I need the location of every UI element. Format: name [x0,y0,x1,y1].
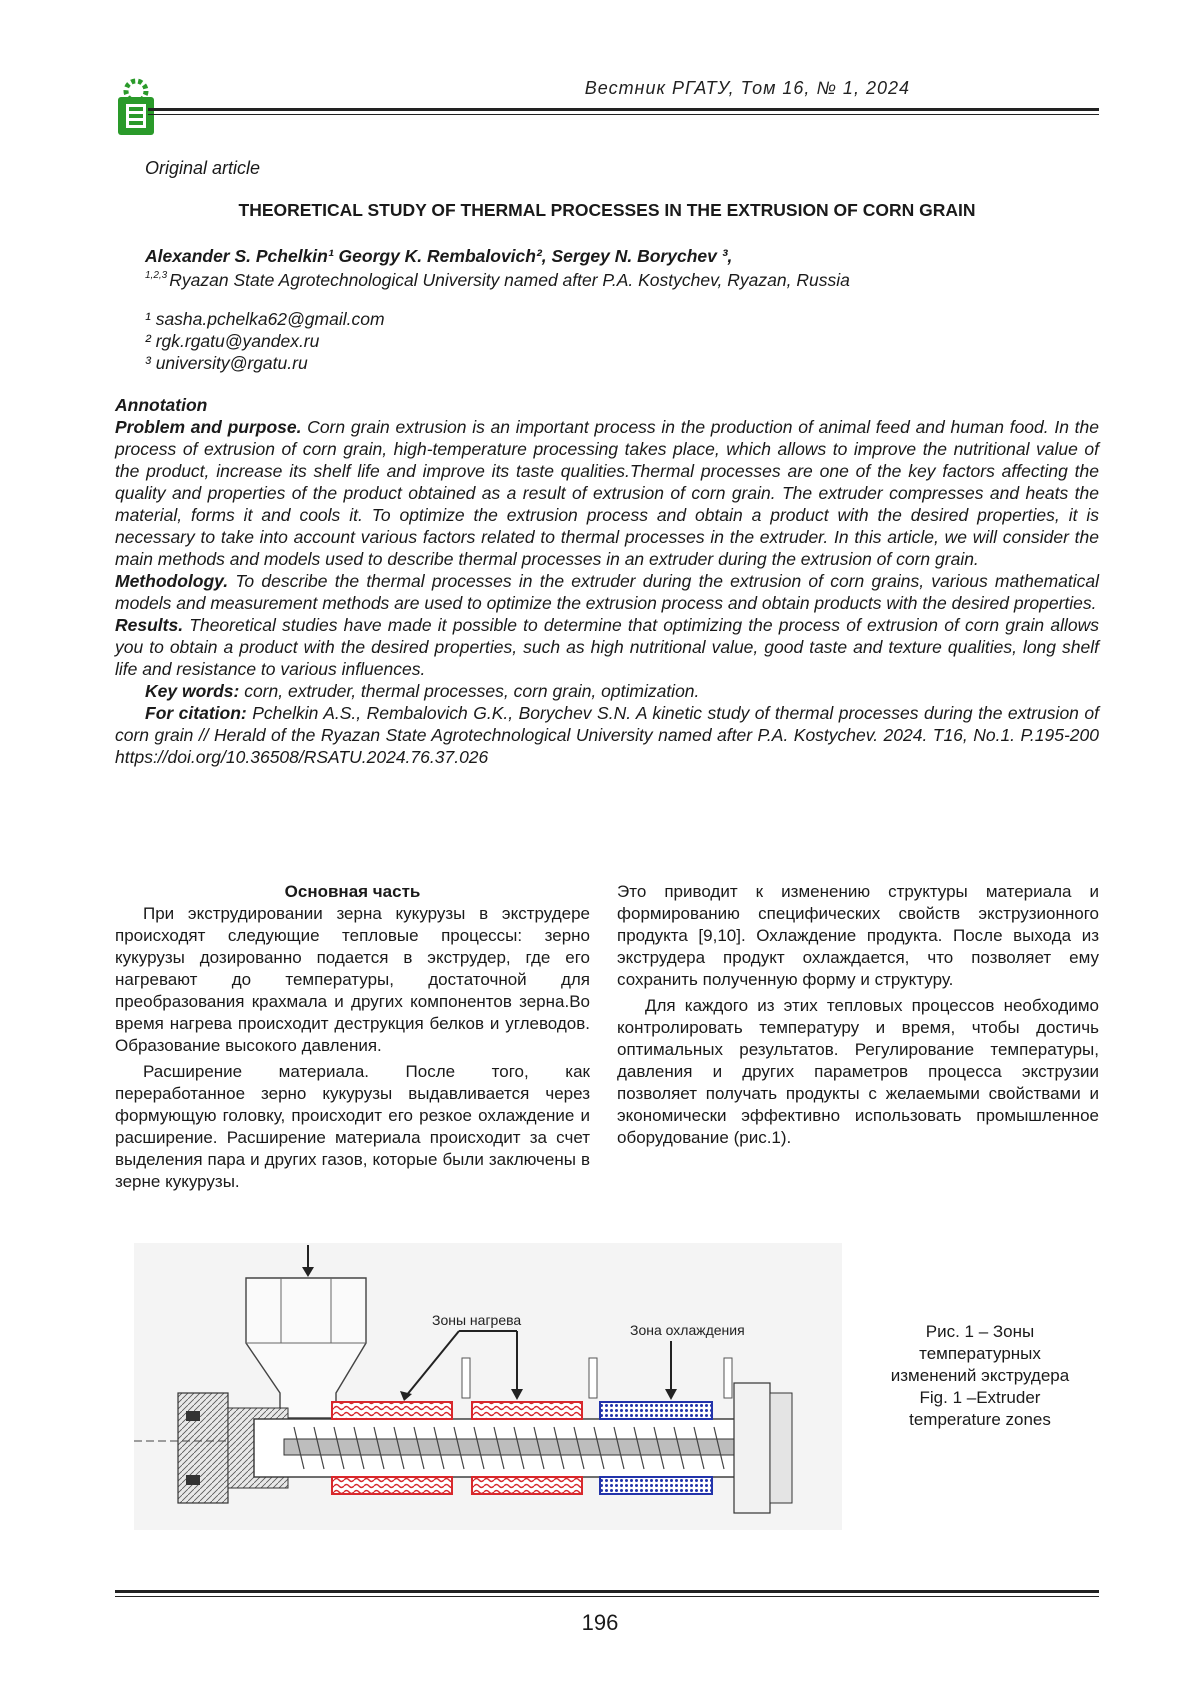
heating-zone-1-top [332,1402,452,1419]
results-label: Results. [115,615,184,635]
header-rule-thin [148,114,1099,115]
body-column-left [115,881,590,1193]
section-heading: Основная часть [284,882,421,901]
heating-zone-2-top [472,1402,582,1419]
affiliation [145,270,850,291]
email-3: ³ university@rgatu.ru [145,353,308,373]
drive-block [178,1393,228,1503]
die-head [734,1383,770,1513]
email-1: ¹ sasha.pchelka62@gmail.com [145,309,385,329]
heating-arrow-1 [406,1331,459,1396]
citation-text: Pchelkin A.S., Rembalovich G.K., Borychev S.N. A kinetic study of thermal processes during the extrusion of corn grain // Herald of the Ryazan State Agrotechnological University named after P.A. Kostychev. 2024. T16, No.1. P.195-200 https://doi.org/10.36508/RSATU.2024.76.37.026 [115,703,1099,767]
caption-en-line: temperature zones [909,1410,1051,1429]
journal-header: Вестник РГАТУ, Том 16, № 1, 2024 [584,78,910,98]
body-column-right [617,881,1099,1149]
label-heating-zones: Зоны нагрева [432,1312,522,1328]
cooling-zone-bottom [600,1477,712,1494]
results-text: Theoretical studies have made it possible to determine that optimizing the process of extrusion of corn grain allows you to obtain a product with the desired properties, such as high nutritional value, good taste and texture qualities, long shelf life and resistance to various influences. [115,615,1099,679]
caption-ru-line: изменений экструдера [890,1366,1070,1385]
article-title: THEORETICAL STUDY OF THERMAL PROCESSES IN THE EXTRUSION OF CORN GRAIN [238,200,976,220]
header-rule [148,108,1099,111]
caption-ru-line: Рис. 1 – Зоны [925,1322,1035,1341]
paragraph: Это приводит к изменению структуры материала и формированию специфических свойств экструзионного продукта [9,10]. Охлаждение продукта. После выхода из экструдера продукт охлаждается, что позволяет ему сохранить полученную форму и структуру. [617,882,1099,989]
heating-zone-1-bottom [332,1477,452,1494]
footer-rule [115,1590,1099,1593]
caption-ru-line: температурных [919,1344,1041,1363]
paragraph: Для каждого из этих тепловых процессов необходимо контролировать температуру и время, чтобы достичь оптимальных результатов. Регулирование температуры, давления и других параметров процесса экструзии позволяет получать продукты с желаемыми свойствами и экономически эффективно использовать промышленное оборудование (рис.1). [617,996,1099,1147]
citation-label: For citation: [145,703,247,723]
email-2: ² rgk.rgatu@yandex.ru [145,331,320,351]
keywords-label: Key words: [145,681,240,701]
footer-rule-thin [115,1596,1099,1597]
abstract-heading: Annotation [115,395,208,415]
figure-caption [860,1321,1100,1431]
keywords-text: corn, extruder, thermal processes, corn grain, optimization. [239,681,700,701]
abstract [115,395,1099,768]
paragraph: При экструдировании зерна кукурузы в экструдере происходят следующие тепловые процессы: зерно кукурузы дозированно подается в экструдер, где его нагревают до температуры, достаточной для преобразования крахмала и других компонентов зерна.Во время нагрева происходит деструкция белков и углеводов. Образование высокого давления. [115,904,590,1055]
page-number: 196 [581,1610,619,1635]
article-type: Original article [145,158,261,178]
affiliation-text: Ryazan State Agrotechnological University named after P.A. Kostychev, Ryazan, Russia [169,270,850,290]
caption-en-line: Fig. 1 –Extruder [919,1388,1041,1407]
heating-zone-2-bottom [472,1477,582,1494]
affiliation-sup: 1,2,3 [145,270,168,281]
hopper [246,1278,366,1418]
problem-label: Problem and purpose. [115,417,302,437]
cooling-zone-top [600,1402,712,1419]
label-cooling-zone: Зона охлаждения [630,1322,745,1338]
problem-text: Corn grain extrusion is an important process in the production of animal feed and human food. In the process of extrusion of corn grain, high-temperature processing takes place, which allows to improve the nutritional value of the product, increase its shelf life and improve its taste qualities.Thermal processes are one of the key factors affecting the quality and properties of the product obtained as a result of extrusion of corn grain. The extruder compresses and heats the material, forms it and cools it. To optimize the extrusion process and obtain a product with the desired properties, it is necessary to take into account various factors related to thermal processes in the extruder. In this article, we will consider the main methods and models used to describe thermal processes in an extruder during the extrusion of corn grain. [115,417,1099,569]
feed-arrowhead [302,1267,314,1277]
extruder-figure [134,1243,842,1530]
authors: Alexander S. Pchelkin¹ Georgy K. Rembalovich², Sergey N. Borychev ³, [145,246,733,266]
method-text: To describe the thermal processes in the extruder during the extrusion of corn grains, various mathematical models and measurement methods are used to optimize the extrusion process and obtain products with the desired properties. [115,571,1099,613]
paragraph: Расширение материала. После того, как переработанное зерно кукурузы выдавливается через формующую головку, происходит его резкое охлаждение и расширение. Расширение материала происходит за счет выделения пара и других газов, которые были заключены в зерне кукурузы. [115,1062,590,1191]
method-label: Methodology. [115,571,229,591]
